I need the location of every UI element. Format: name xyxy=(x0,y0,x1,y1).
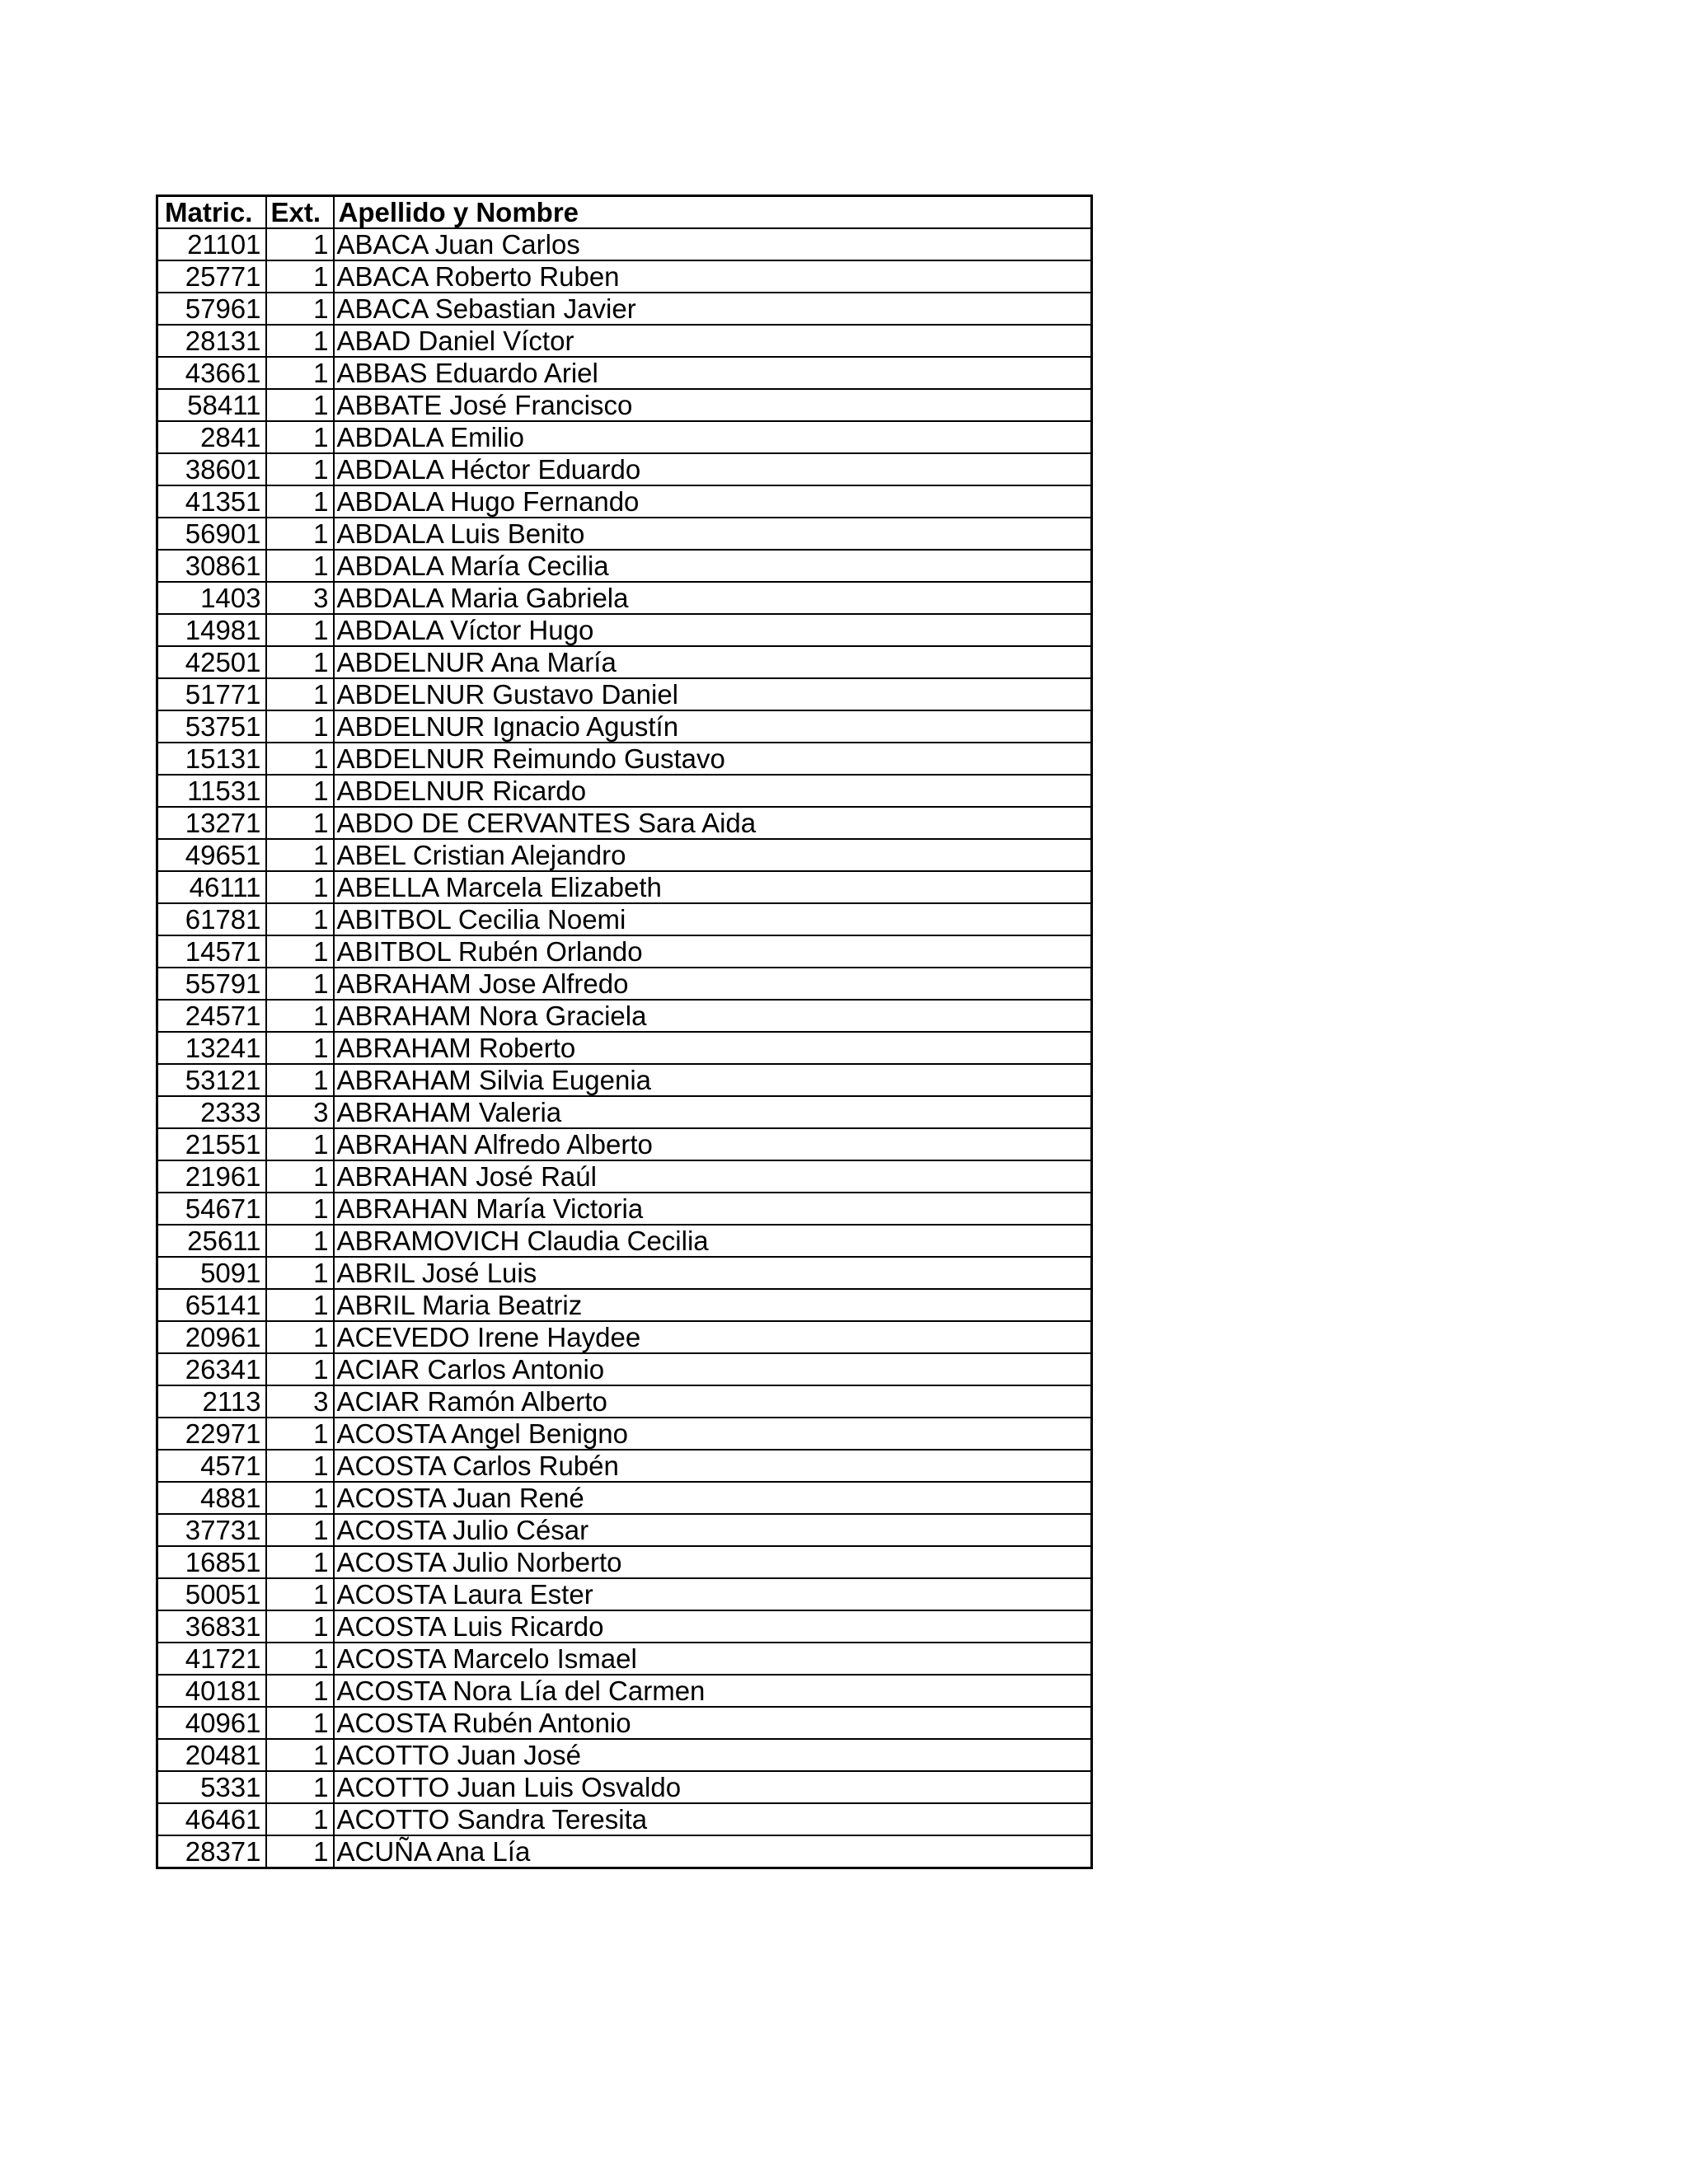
name-cell: ABRAHAM Valeria xyxy=(334,1096,1092,1128)
table-row xyxy=(157,260,1092,293)
table-row xyxy=(157,1257,1092,1289)
name-cell: ABACA Sebastian Javier xyxy=(334,293,1092,325)
table-row xyxy=(157,1225,1092,1257)
name-cell: ABELLA Marcela Elizabeth xyxy=(334,871,1092,903)
matric-cell: 11531 xyxy=(157,775,266,807)
header-row xyxy=(157,196,1092,229)
name-cell: ABDELNUR Reimundo Gustavo xyxy=(334,743,1092,775)
name-cell: ABITBOL Rubén Orlando xyxy=(334,935,1092,968)
table-row xyxy=(157,389,1092,421)
name-cell: ABACA Roberto Ruben xyxy=(334,260,1092,293)
table-header xyxy=(157,196,1092,229)
table-row xyxy=(157,1771,1092,1803)
ext-cell: 1 xyxy=(266,1128,334,1160)
table-row xyxy=(157,228,1092,260)
matric-cell: 37731 xyxy=(157,1514,266,1546)
ext-cell: 1 xyxy=(266,1707,334,1739)
matric-cell: 15131 xyxy=(157,743,266,775)
name-cell: ABRIL Maria Beatriz xyxy=(334,1289,1092,1321)
name-cell: ACOTTO Juan Luis Osvaldo xyxy=(334,1771,1092,1803)
matric-cell: 36831 xyxy=(157,1610,266,1643)
matric-cell: 41721 xyxy=(157,1643,266,1675)
matric-cell: 26341 xyxy=(157,1353,266,1385)
matric-cell: 40961 xyxy=(157,1707,266,1739)
matric-cell: 50051 xyxy=(157,1578,266,1610)
name-cell: ABRIL José Luis xyxy=(334,1257,1092,1289)
name-cell: ABDO DE CERVANTES Sara Aida xyxy=(334,807,1092,839)
matric-cell: 65141 xyxy=(157,1289,266,1321)
table-row xyxy=(157,1385,1092,1418)
table-row xyxy=(157,710,1092,743)
ext-cell: 1 xyxy=(266,357,334,389)
header-matric: Matric. xyxy=(157,196,266,229)
matric-cell: 21551 xyxy=(157,1128,266,1160)
ext-cell: 1 xyxy=(266,1803,334,1835)
name-cell: ABRAHAM Silvia Eugenia xyxy=(334,1064,1092,1096)
ext-cell: 1 xyxy=(266,421,334,453)
matric-cell: 53121 xyxy=(157,1064,266,1096)
ext-cell: 1 xyxy=(266,807,334,839)
ext-cell: 1 xyxy=(266,1482,334,1514)
matric-cell: 22971 xyxy=(157,1418,266,1450)
name-cell: ACIAR Ramón Alberto xyxy=(334,1385,1092,1418)
name-cell: ABRAHAM Jose Alfredo xyxy=(334,968,1092,1000)
ext-cell: 1 xyxy=(266,228,334,260)
ext-cell: 1 xyxy=(266,1225,334,1257)
matric-cell: 28371 xyxy=(157,1835,266,1868)
ext-cell: 1 xyxy=(266,518,334,550)
ext-cell: 3 xyxy=(266,1385,334,1418)
ext-cell: 1 xyxy=(266,550,334,582)
matric-cell: 21101 xyxy=(157,228,266,260)
name-cell: ABDALA Luis Benito xyxy=(334,518,1092,550)
name-cell: ACEVEDO Irene Haydee xyxy=(334,1321,1092,1353)
table-row xyxy=(157,550,1092,582)
table-row xyxy=(157,775,1092,807)
matric-cell: 53751 xyxy=(157,710,266,743)
name-cell: ABRAHAN Alfredo Alberto xyxy=(334,1128,1092,1160)
ext-cell: 1 xyxy=(266,903,334,935)
name-cell: ABDELNUR Ana María xyxy=(334,646,1092,678)
table-row xyxy=(157,1578,1092,1610)
ext-cell: 1 xyxy=(266,453,334,485)
table-row xyxy=(157,1289,1092,1321)
ext-cell: 1 xyxy=(266,1610,334,1643)
name-cell: ABDALA Emilio xyxy=(334,421,1092,453)
matric-cell: 24571 xyxy=(157,1000,266,1032)
name-cell: ABACA Juan Carlos xyxy=(334,228,1092,260)
ext-cell: 1 xyxy=(266,839,334,871)
table-row xyxy=(157,968,1092,1000)
name-cell: ABDALA María Cecilia xyxy=(334,550,1092,582)
ext-cell: 1 xyxy=(266,678,334,710)
matric-cell: 58411 xyxy=(157,389,266,421)
name-cell: ACIAR Carlos Antonio xyxy=(334,1353,1092,1385)
table-row xyxy=(157,357,1092,389)
ext-cell: 1 xyxy=(266,710,334,743)
ext-cell: 1 xyxy=(266,646,334,678)
ext-cell: 1 xyxy=(266,260,334,293)
matric-cell: 4571 xyxy=(157,1450,266,1482)
name-cell: ACOSTA Julio Norberto xyxy=(334,1546,1092,1578)
ext-cell: 1 xyxy=(266,389,334,421)
name-cell: ACOTTO Sandra Teresita xyxy=(334,1803,1092,1835)
matric-cell: 54671 xyxy=(157,1193,266,1225)
name-cell: ABDALA Maria Gabriela xyxy=(334,582,1092,614)
ext-cell: 1 xyxy=(266,871,334,903)
matric-cell: 40181 xyxy=(157,1675,266,1707)
name-cell: ABDELNUR Ignacio Agustín xyxy=(334,710,1092,743)
name-cell: ACUÑA Ana Lía xyxy=(334,1835,1092,1868)
name-cell: ACOSTA Juan René xyxy=(334,1482,1092,1514)
table-row xyxy=(157,1418,1092,1450)
header-ext: Ext. xyxy=(266,196,334,229)
table-row xyxy=(157,1193,1092,1225)
table-row xyxy=(157,743,1092,775)
matric-cell: 25771 xyxy=(157,260,266,293)
ext-cell: 1 xyxy=(266,293,334,325)
matric-cell: 28131 xyxy=(157,325,266,357)
table-row xyxy=(157,871,1092,903)
matric-cell: 14571 xyxy=(157,935,266,968)
ext-cell: 1 xyxy=(266,1546,334,1578)
matric-cell: 20961 xyxy=(157,1321,266,1353)
ext-cell: 1 xyxy=(266,1257,334,1289)
ext-cell: 1 xyxy=(266,1739,334,1771)
matric-cell: 43661 xyxy=(157,357,266,389)
table-row xyxy=(157,1450,1092,1482)
table-row xyxy=(157,325,1092,357)
ext-cell: 1 xyxy=(266,1578,334,1610)
matric-cell: 2333 xyxy=(157,1096,266,1128)
matric-cell: 20481 xyxy=(157,1739,266,1771)
ext-cell: 1 xyxy=(266,1418,334,1450)
table-row xyxy=(157,1032,1092,1064)
table-row xyxy=(157,614,1092,646)
matric-cell: 56901 xyxy=(157,518,266,550)
name-cell: ABRAHAN María Victoria xyxy=(334,1193,1092,1225)
matric-cell: 13271 xyxy=(157,807,266,839)
matric-cell: 21961 xyxy=(157,1160,266,1193)
ext-cell: 3 xyxy=(266,1096,334,1128)
ext-cell: 1 xyxy=(266,1643,334,1675)
ext-cell: 1 xyxy=(266,968,334,1000)
matric-cell: 25611 xyxy=(157,1225,266,1257)
name-cell: ACOSTA Luis Ricardo xyxy=(334,1610,1092,1643)
name-cell: ABDALA Hugo Fernando xyxy=(334,485,1092,518)
table-row xyxy=(157,453,1092,485)
name-cell: ABDALA Víctor Hugo xyxy=(334,614,1092,646)
matric-cell: 2113 xyxy=(157,1385,266,1418)
table-row xyxy=(157,646,1092,678)
matric-cell: 57961 xyxy=(157,293,266,325)
table-row xyxy=(157,421,1092,453)
matric-cell: 42501 xyxy=(157,646,266,678)
table-row xyxy=(157,678,1092,710)
ext-cell: 1 xyxy=(266,1353,334,1385)
table-row xyxy=(157,582,1092,614)
matric-cell: 49651 xyxy=(157,839,266,871)
ext-cell: 1 xyxy=(266,1675,334,1707)
table-row xyxy=(157,1128,1092,1160)
name-cell: ACOSTA Marcelo Ismael xyxy=(334,1643,1092,1675)
name-cell: ABAD Daniel Víctor xyxy=(334,325,1092,357)
matric-cell: 13241 xyxy=(157,1032,266,1064)
table-row xyxy=(157,1096,1092,1128)
name-cell: ABITBOL Cecilia Noemi xyxy=(334,903,1092,935)
ext-cell: 1 xyxy=(266,1321,334,1353)
matric-cell: 46461 xyxy=(157,1803,266,1835)
matric-cell: 5331 xyxy=(157,1771,266,1803)
name-cell: ABRAMOVICH Claudia Cecilia xyxy=(334,1225,1092,1257)
name-cell: ABDELNUR Ricardo xyxy=(334,775,1092,807)
matric-cell: 41351 xyxy=(157,485,266,518)
matric-cell: 2841 xyxy=(157,421,266,453)
table-row xyxy=(157,1482,1092,1514)
matric-cell: 1403 xyxy=(157,582,266,614)
table-row xyxy=(157,1546,1092,1578)
matric-cell: 30861 xyxy=(157,550,266,582)
ext-cell: 1 xyxy=(266,743,334,775)
table-row xyxy=(157,1160,1092,1193)
table-row xyxy=(157,293,1092,325)
table-row xyxy=(157,807,1092,839)
ext-cell: 1 xyxy=(266,485,334,518)
name-cell: ACOSTA Laura Ester xyxy=(334,1578,1092,1610)
table-row xyxy=(157,903,1092,935)
matric-cell: 61781 xyxy=(157,903,266,935)
ext-cell: 1 xyxy=(266,775,334,807)
name-cell: ABBATE José Francisco xyxy=(334,389,1092,421)
ext-cell: 1 xyxy=(266,935,334,968)
name-cell: ABRAHAM Roberto xyxy=(334,1032,1092,1064)
table-row xyxy=(157,1803,1092,1835)
ext-cell: 1 xyxy=(266,1193,334,1225)
name-cell: ABDALA Héctor Eduardo xyxy=(334,453,1092,485)
matric-cell: 4881 xyxy=(157,1482,266,1514)
table-row xyxy=(157,485,1092,518)
matric-cell: 38601 xyxy=(157,453,266,485)
ext-cell: 1 xyxy=(266,1032,334,1064)
matric-cell: 51771 xyxy=(157,678,266,710)
ext-cell: 1 xyxy=(266,1000,334,1032)
table-row xyxy=(157,1643,1092,1675)
name-cell: ABDELNUR Gustavo Daniel xyxy=(334,678,1092,710)
roster-table xyxy=(156,194,1093,1869)
ext-cell: 1 xyxy=(266,1064,334,1096)
table-body xyxy=(157,228,1092,1868)
name-cell: ACOSTA Angel Benigno xyxy=(334,1418,1092,1450)
name-cell: ACOSTA Nora Lía del Carmen xyxy=(334,1675,1092,1707)
ext-cell: 3 xyxy=(266,582,334,614)
ext-cell: 1 xyxy=(266,1835,334,1868)
table-row xyxy=(157,839,1092,871)
matric-cell: 46111 xyxy=(157,871,266,903)
ext-cell: 1 xyxy=(266,325,334,357)
name-cell: ABRAHAM Nora Graciela xyxy=(334,1000,1092,1032)
matric-cell: 55791 xyxy=(157,968,266,1000)
table-row xyxy=(157,1353,1092,1385)
table-row xyxy=(157,1321,1092,1353)
name-cell: ABEL Cristian Alejandro xyxy=(334,839,1092,871)
table-row xyxy=(157,1675,1092,1707)
ext-cell: 1 xyxy=(266,614,334,646)
name-cell: ABRAHAN José Raúl xyxy=(334,1160,1092,1193)
table-row xyxy=(157,1707,1092,1739)
ext-cell: 1 xyxy=(266,1771,334,1803)
matric-cell: 5091 xyxy=(157,1257,266,1289)
table-row xyxy=(157,1835,1092,1868)
matric-cell: 14981 xyxy=(157,614,266,646)
ext-cell: 1 xyxy=(266,1160,334,1193)
name-cell: ABBAS Eduardo Ariel xyxy=(334,357,1092,389)
table-row xyxy=(157,1000,1092,1032)
table-row xyxy=(157,1739,1092,1771)
name-cell: ACOTTO Juan José xyxy=(334,1739,1092,1771)
table-row xyxy=(157,518,1092,550)
table-row xyxy=(157,1610,1092,1643)
table-row xyxy=(157,935,1092,968)
ext-cell: 1 xyxy=(266,1450,334,1482)
ext-cell: 1 xyxy=(266,1289,334,1321)
name-cell: ACOSTA Julio César xyxy=(334,1514,1092,1546)
header-name: Apellido y Nombre xyxy=(334,196,1092,229)
name-cell: ACOSTA Carlos Rubén xyxy=(334,1450,1092,1482)
ext-cell: 1 xyxy=(266,1514,334,1546)
name-cell: ACOSTA Rubén Antonio xyxy=(334,1707,1092,1739)
table-row xyxy=(157,1064,1092,1096)
table-row xyxy=(157,1514,1092,1546)
matric-cell: 16851 xyxy=(157,1546,266,1578)
